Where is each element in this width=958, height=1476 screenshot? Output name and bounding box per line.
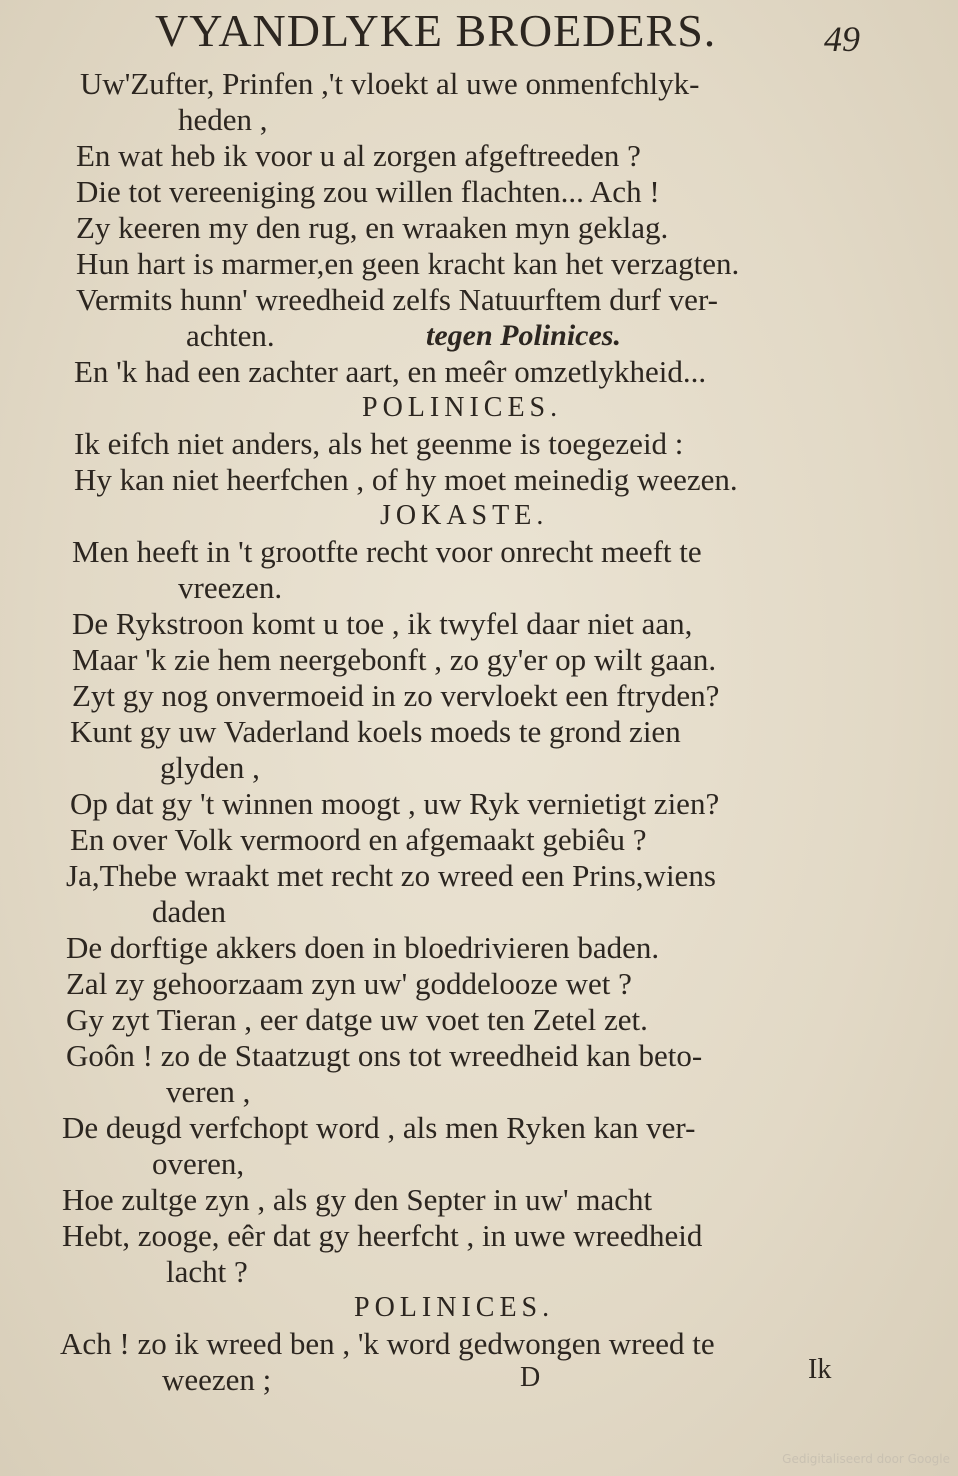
verse-line: Zy keeren my den rug, en wraaken myn geklag.	[76, 210, 669, 245]
verse-line: Maar 'k zie hem neergebonft , zo gy'er op wilt gaan.	[72, 642, 717, 677]
verse-line: lacht ?	[166, 1254, 248, 1289]
verse-line: Ach ! zo ik wreed ben , 'k word gedwongen wreed te	[60, 1326, 715, 1361]
verse-line: Hebt, zooge, eêr dat gy heerfcht , in uwe wreedheid	[62, 1218, 703, 1253]
digitization-watermark: Gedigitaliseerd door Google	[782, 1452, 950, 1466]
verse-line: Ik eifch niet anders, als het geenme is toegezeid :	[74, 426, 684, 461]
running-title: VYANDLYKE BROEDERS.	[155, 5, 717, 56]
verse-line: Uw'Zufter, Prinfen ,'t vloekt al uwe onmenfchlyk-	[80, 66, 700, 101]
verse-line: achten.	[186, 318, 275, 353]
verse-line: En over Volk vermoord en afgemaakt gebiêu ?	[70, 822, 647, 857]
verse-line: Op dat gy 't winnen moogt , uw Ryk vernietigt zien?	[70, 786, 720, 821]
verse-line: En 'k had een zachter aart, en meêr omzetlykheid...	[74, 354, 707, 389]
page-header	[0, 4, 958, 59]
verse-line: De Rykstroon komt u toe , ik twyfel daar niet aan,	[72, 606, 693, 641]
verse-line: Gy zyt Tieran , eer datge uw voet ten Zetel zet.	[66, 1002, 648, 1037]
verse-line: Zal zy gehoorzaam zyn uw' goddelooze wet ?	[66, 966, 632, 1001]
speaker-name: JOKASTE.	[380, 500, 549, 531]
signature-mark: D	[520, 1362, 541, 1393]
verse-line: Kunt gy uw Vaderland koels moeds te grond zien	[70, 714, 681, 749]
verse-line: De dorftige akkers doen in bloedrivieren baden.	[66, 930, 660, 965]
speaker-name: POLINICES.	[362, 392, 563, 423]
verse-line: Hoe zultge zyn , als gy den Septer in uw' macht	[62, 1182, 653, 1217]
verse-line: Ja,Thebe wraakt met recht zo wreed een Prins,wiens	[66, 858, 716, 893]
verse-line: overen,	[152, 1146, 245, 1181]
verse-line: vreezen.	[178, 570, 283, 605]
verse-line: Hun hart is marmer,en geen kracht kan het verzagten.	[76, 246, 740, 281]
stage-direction: tegen Polinices.	[426, 319, 621, 352]
verse-line: De deugd verfchopt word , als men Ryken kan ver-	[62, 1110, 696, 1145]
verse-line: weezen ;	[162, 1362, 272, 1397]
verse-line: daden	[152, 894, 227, 929]
page-number: 49	[824, 19, 860, 59]
catchword: Ik	[808, 1354, 832, 1385]
verse-line: En wat heb ik voor u al zorgen afgeftreeden ?	[76, 138, 641, 173]
verse-line: Die tot vereeniging zou willen flachten... Ach !	[76, 174, 660, 209]
verse-line: veren ,	[166, 1074, 251, 1109]
verse-line: Hy kan niet heerfchen , of hy moet meinedig weezen.	[74, 462, 738, 497]
verse-line: Goôn ! zo de Staatzugt ons tot wreedheid kan beto-	[66, 1038, 703, 1073]
speaker-name: POLINICES.	[354, 1292, 555, 1323]
verse-line: Zyt gy nog onvermoeid in zo vervloekt een ftryden?	[72, 678, 720, 713]
verse-line: Vermits hunn' wreedheid zelfs Natuurftem durf ver-	[76, 282, 718, 317]
verse-line: Men heeft in 't grootfte recht voor onrecht meeft te	[72, 534, 702, 569]
verse-line: glyden ,	[160, 750, 260, 785]
verse-line: heden ,	[178, 102, 268, 137]
